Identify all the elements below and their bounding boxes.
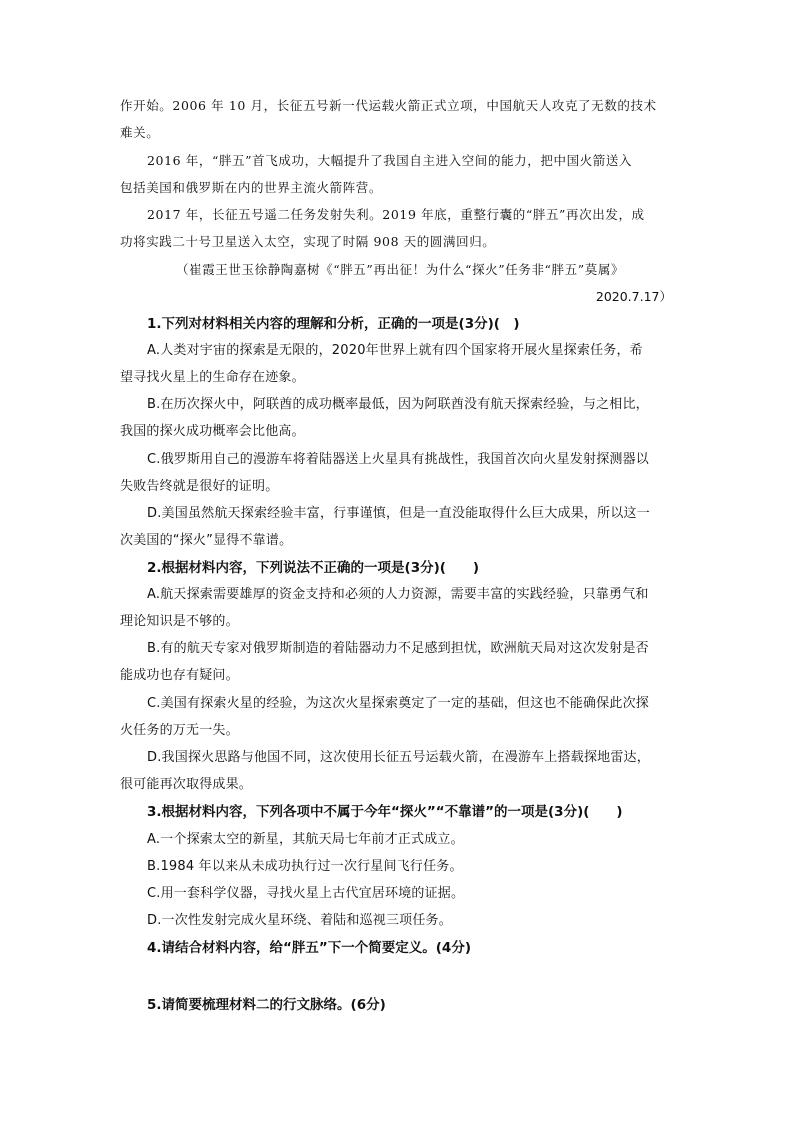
- question-2-option-c: C.美国有探索火星的经验，为这次火星探索奠定了一定的基础，但这也不能确保此次探: [147, 696, 650, 711]
- passage-text-line: 作开始。2006 年 10 月，长征五号新一代运载火箭正式立项，中国航天人攻克了无数的技术: [120, 98, 657, 113]
- passage-text-line: 包括美国和俄罗斯在内的世界主流火箭阵营。: [120, 180, 383, 195]
- question-3-option-d: D.一次性发射完成火星环绕、着陆和巡视三项任务。: [147, 913, 452, 928]
- question-1-option-d-cont: 次美国的“探火”显得不靠谱。: [120, 533, 293, 548]
- question-3-option-b: B.1984 年以来从未成功执行过一次行星间飞行任务。: [147, 859, 463, 874]
- question-3-option-c: C.用一套科学仪器，寻找火星上古代宜居环境的证据。: [147, 886, 465, 901]
- passage-text-line: 难关。: [120, 125, 160, 140]
- question-1-option-a: A.人类对宇宙的探索是无限的，2020年世界上就有四个国家将开展火星探索任务，希: [147, 343, 643, 358]
- question-2-option-a-cont: 理论知识是不够的。: [120, 614, 239, 629]
- question-1-option-b: B.在历次探火中，阿联酋的成功概率最低，因为阿联酋没有航天探索经验，与之相比，: [147, 397, 649, 412]
- question-1-option-a-cont: 望寻找火星上的生命存在迹象。: [120, 370, 305, 385]
- passage-text-line: 2017 年，长征五号遥二任务发射失利。2019 年底，重整行囊的“胖五”再次出发，成: [147, 207, 645, 222]
- question-1-option-d: D.美国虽然航天探索经验丰富，行事谨慎，但是一直没能取得什么巨大成果，所以这一: [147, 506, 650, 521]
- question-2-option-b: B.有的航天专家对俄罗斯制造的着陆器动力不足感到担忧，欧洲航天局对这次发射是否: [147, 641, 649, 656]
- passage-text-line: 2016 年，“胖五”首飞成功，大幅提升了我国自主进入空间的能力，把中国火箭送入: [147, 153, 633, 168]
- question-1-option-b-cont: 我国的探火成功概率会比他高。: [120, 424, 305, 439]
- question-2-option-c-cont: 火任务的万无一失。: [120, 723, 239, 738]
- question-2-stem: 2.根据材料内容，下列说法不正确的一项是(3分)( ): [147, 560, 480, 576]
- question-3-option-a: A.一个探索太空的新星，其航天局七年前才正式成立。: [147, 832, 464, 847]
- question-5-stem: 5.请简要梳理材料二的行文脉络。(6分): [147, 997, 386, 1013]
- question-2-option-d: D.我国探火思路与他国不同，这次使用长征五号运载火箭，在漫游车上搭载探地雷达，: [147, 750, 650, 765]
- question-4-stem: 4.请结合材料内容，给“胖五”下一个简要定义。(4分): [147, 940, 471, 956]
- question-3-stem: 3.根据材料内容，下列各项中不属于今年“探火”“不靠谱”的一项是(3分)( ): [147, 804, 623, 820]
- source-date: 2020.7.17）: [595, 289, 672, 304]
- source-citation: （崔霞王世玉徐静陶嘉树《“胖五”再出征！为什么“探火”任务非“胖五”莫属》: [176, 262, 625, 277]
- passage-text-line: 功将实践二十号卫星送入太空，实现了时隔 908 天的圆满回归。: [120, 234, 496, 249]
- question-2-option-a: A.航天探索需要雄厚的资金支持和必须的人力资源，需要丰富的实践经验，只靠勇气和: [147, 587, 649, 602]
- question-1-option-c-cont: 失败告终就是很好的证明。: [120, 479, 279, 494]
- question-1-option-c: C.俄罗斯用自己的漫游车将着陆器送上火星具有挑战性，我国首次向火星发射探测器以: [147, 452, 650, 467]
- question-2-option-b-cont: 能成功也存有疑问。: [120, 668, 239, 683]
- question-2-option-d-cont: 很可能再次取得成果。: [120, 777, 253, 792]
- question-1-stem: 1.下列对材料相关内容的理解和分析，正确的一项是(3分)( ): [147, 316, 520, 332]
